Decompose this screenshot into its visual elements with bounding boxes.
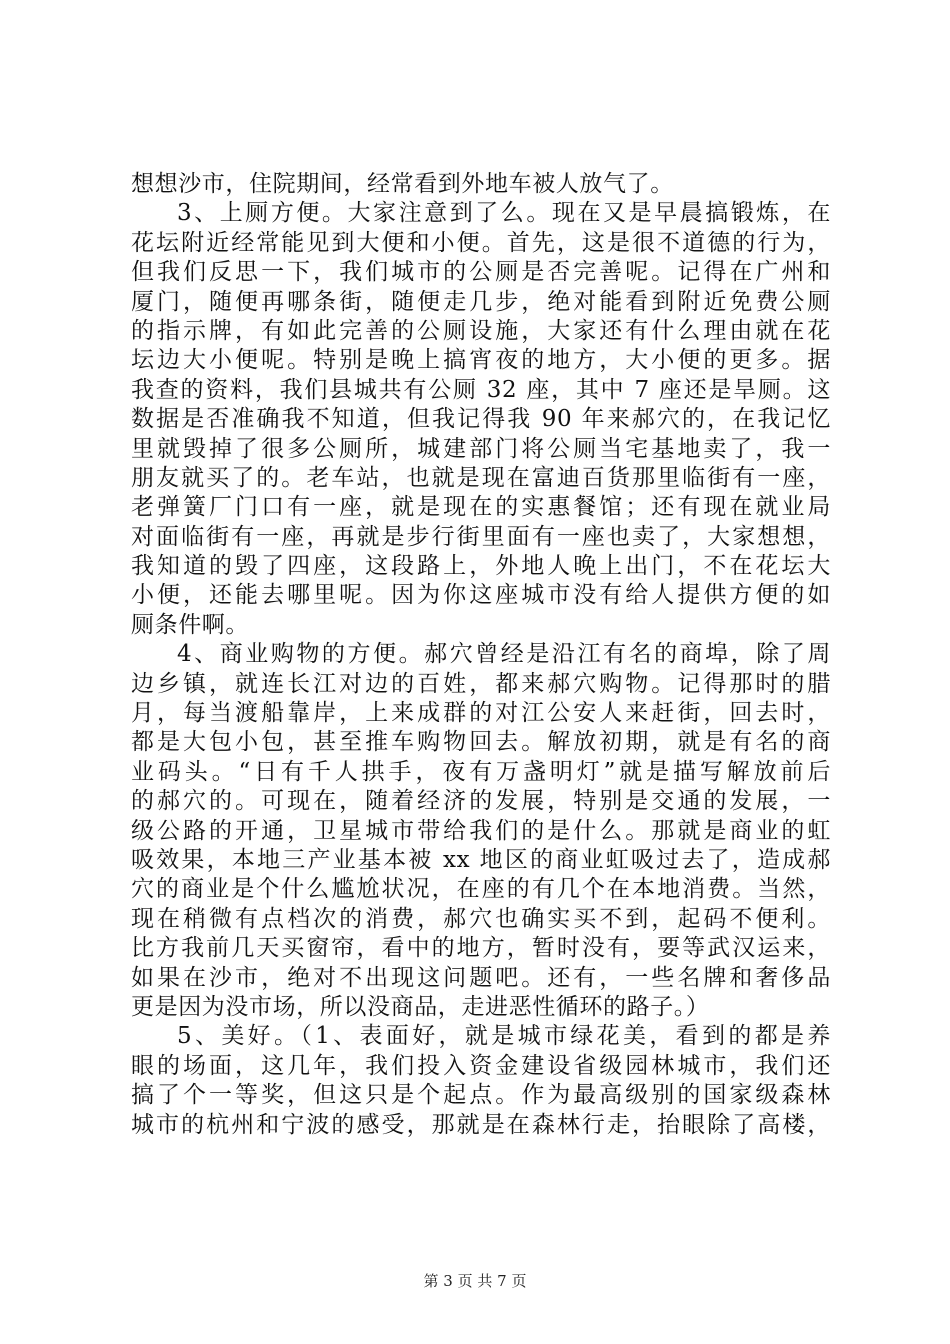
text-line: 比方我前几天买窗帘，看中的地方，暂时没有，要等武汉运来，: [131, 935, 831, 962]
text-line: 朋友就买了的。老车站，也就是现在富迪百货那里临街有一座，: [131, 464, 831, 491]
text-line: 坛边大小便呢。特别是晚上搞宵夜的地方，大小便的更多。据: [131, 347, 831, 374]
text-line: 现在稍微有点档次的消费，郝穴也确实买不到，起码不便利。: [131, 905, 831, 932]
text-line: 数据是否准确我不知道，但我记得我 90 年来郝穴的，在我记忆: [131, 406, 831, 433]
text-line: 里就毁掉了很多公厕所，城建部门将公厕当宅基地卖了，我一: [131, 435, 831, 462]
text-line: 但我们反思一下，我们城市的公厕是否完善呢。记得在广州和: [131, 259, 831, 286]
document-body: [131, 170, 831, 1140]
text-line: 想想沙市，住院期间，经常看到外地车被人放气了。: [131, 171, 674, 197]
text-line: 眼的场面，这几年，我们投入资金建设省级园林城市，我们还: [131, 1052, 831, 1079]
text-line: 更是因为没市场，所以没商品，走进恶性循环的路子。）: [131, 993, 710, 1020]
text-line: 的郝穴的。可现在，随着经济的发展，特别是交通的发展，一: [131, 788, 831, 815]
text-line: 吸效果，本地三产业基本被 xx 地区的商业虹吸过去了，造成郝: [131, 846, 831, 873]
text-line: 级公路的开通，卫星城市带给我们的是什么。那就是商业的虹: [131, 817, 831, 844]
text-line: 的指示牌，有如此完善的公厕设施，大家还有什么理由就在花: [131, 317, 831, 344]
text-line: 厦门，随便再哪条街，随便走几步，绝对能看到附近免费公厕: [131, 288, 831, 315]
page-footer: 第 3 页 共 7 页: [423, 1272, 527, 1290]
text-line: 厕条件啊。: [131, 611, 249, 638]
text-line: 花坛附近经常能见到大便和小便。首先，这是很不道德的行为，: [131, 229, 831, 256]
text-line: 搞了个一等奖，但这只是个起点。作为最高级别的国家级森林: [131, 1082, 831, 1109]
text-line: 3、上厕方便。大家注意到了么。现在又是早晨搞锻炼，在: [177, 200, 831, 227]
text-line: 月，每当渡船靠岸，上来成群的对江公安人来赶街，回去时，: [131, 700, 831, 727]
text-line: 我知道的毁了四座，这段路上，外地人晚上出门，不在花坛大: [131, 553, 831, 580]
text-line: 如果在沙市，绝对不出现这问题吧。还有，一些名牌和奢侈品: [131, 964, 831, 991]
text-line: 老弹簧厂门口有一座，就是现在的实惠餐馆；还有现在就业局: [131, 494, 831, 521]
text-line: 小便，还能去哪里呢。因为你这座城市没有给人提供方便的如: [131, 582, 831, 609]
text-line: 4、商业购物的方便。郝穴曾经是沿江有名的商埠，除了周: [177, 641, 831, 668]
text-line: 边乡镇，就连长江对边的百姓，都来郝穴购物。记得那时的腊: [131, 670, 831, 697]
text-line: 5、美好。（1、表面好，就是城市绿花美，看到的都是养: [177, 1023, 831, 1050]
text-line: 业码头。“日有千人拱手，夜有万盏明灯”就是描写解放前后: [131, 758, 831, 785]
text-line: 穴的商业是个什么尴尬状况，在座的有几个在本地消费。当然，: [131, 876, 831, 903]
text-line: 都是大包小包，甚至推车购物回去。解放初期，就是有名的商: [131, 729, 831, 756]
text-line: 城市的杭州和宁波的感受，那就是在森林行走，抬眼除了高楼，: [131, 1111, 831, 1138]
text-line: 对面临街有一座，再就是步行街里面有一座也卖了，大家想想，: [131, 523, 831, 550]
text-line: 我查的资料，我们县城共有公厕 32 座，其中 7 座还是旱厕。这: [131, 376, 831, 403]
